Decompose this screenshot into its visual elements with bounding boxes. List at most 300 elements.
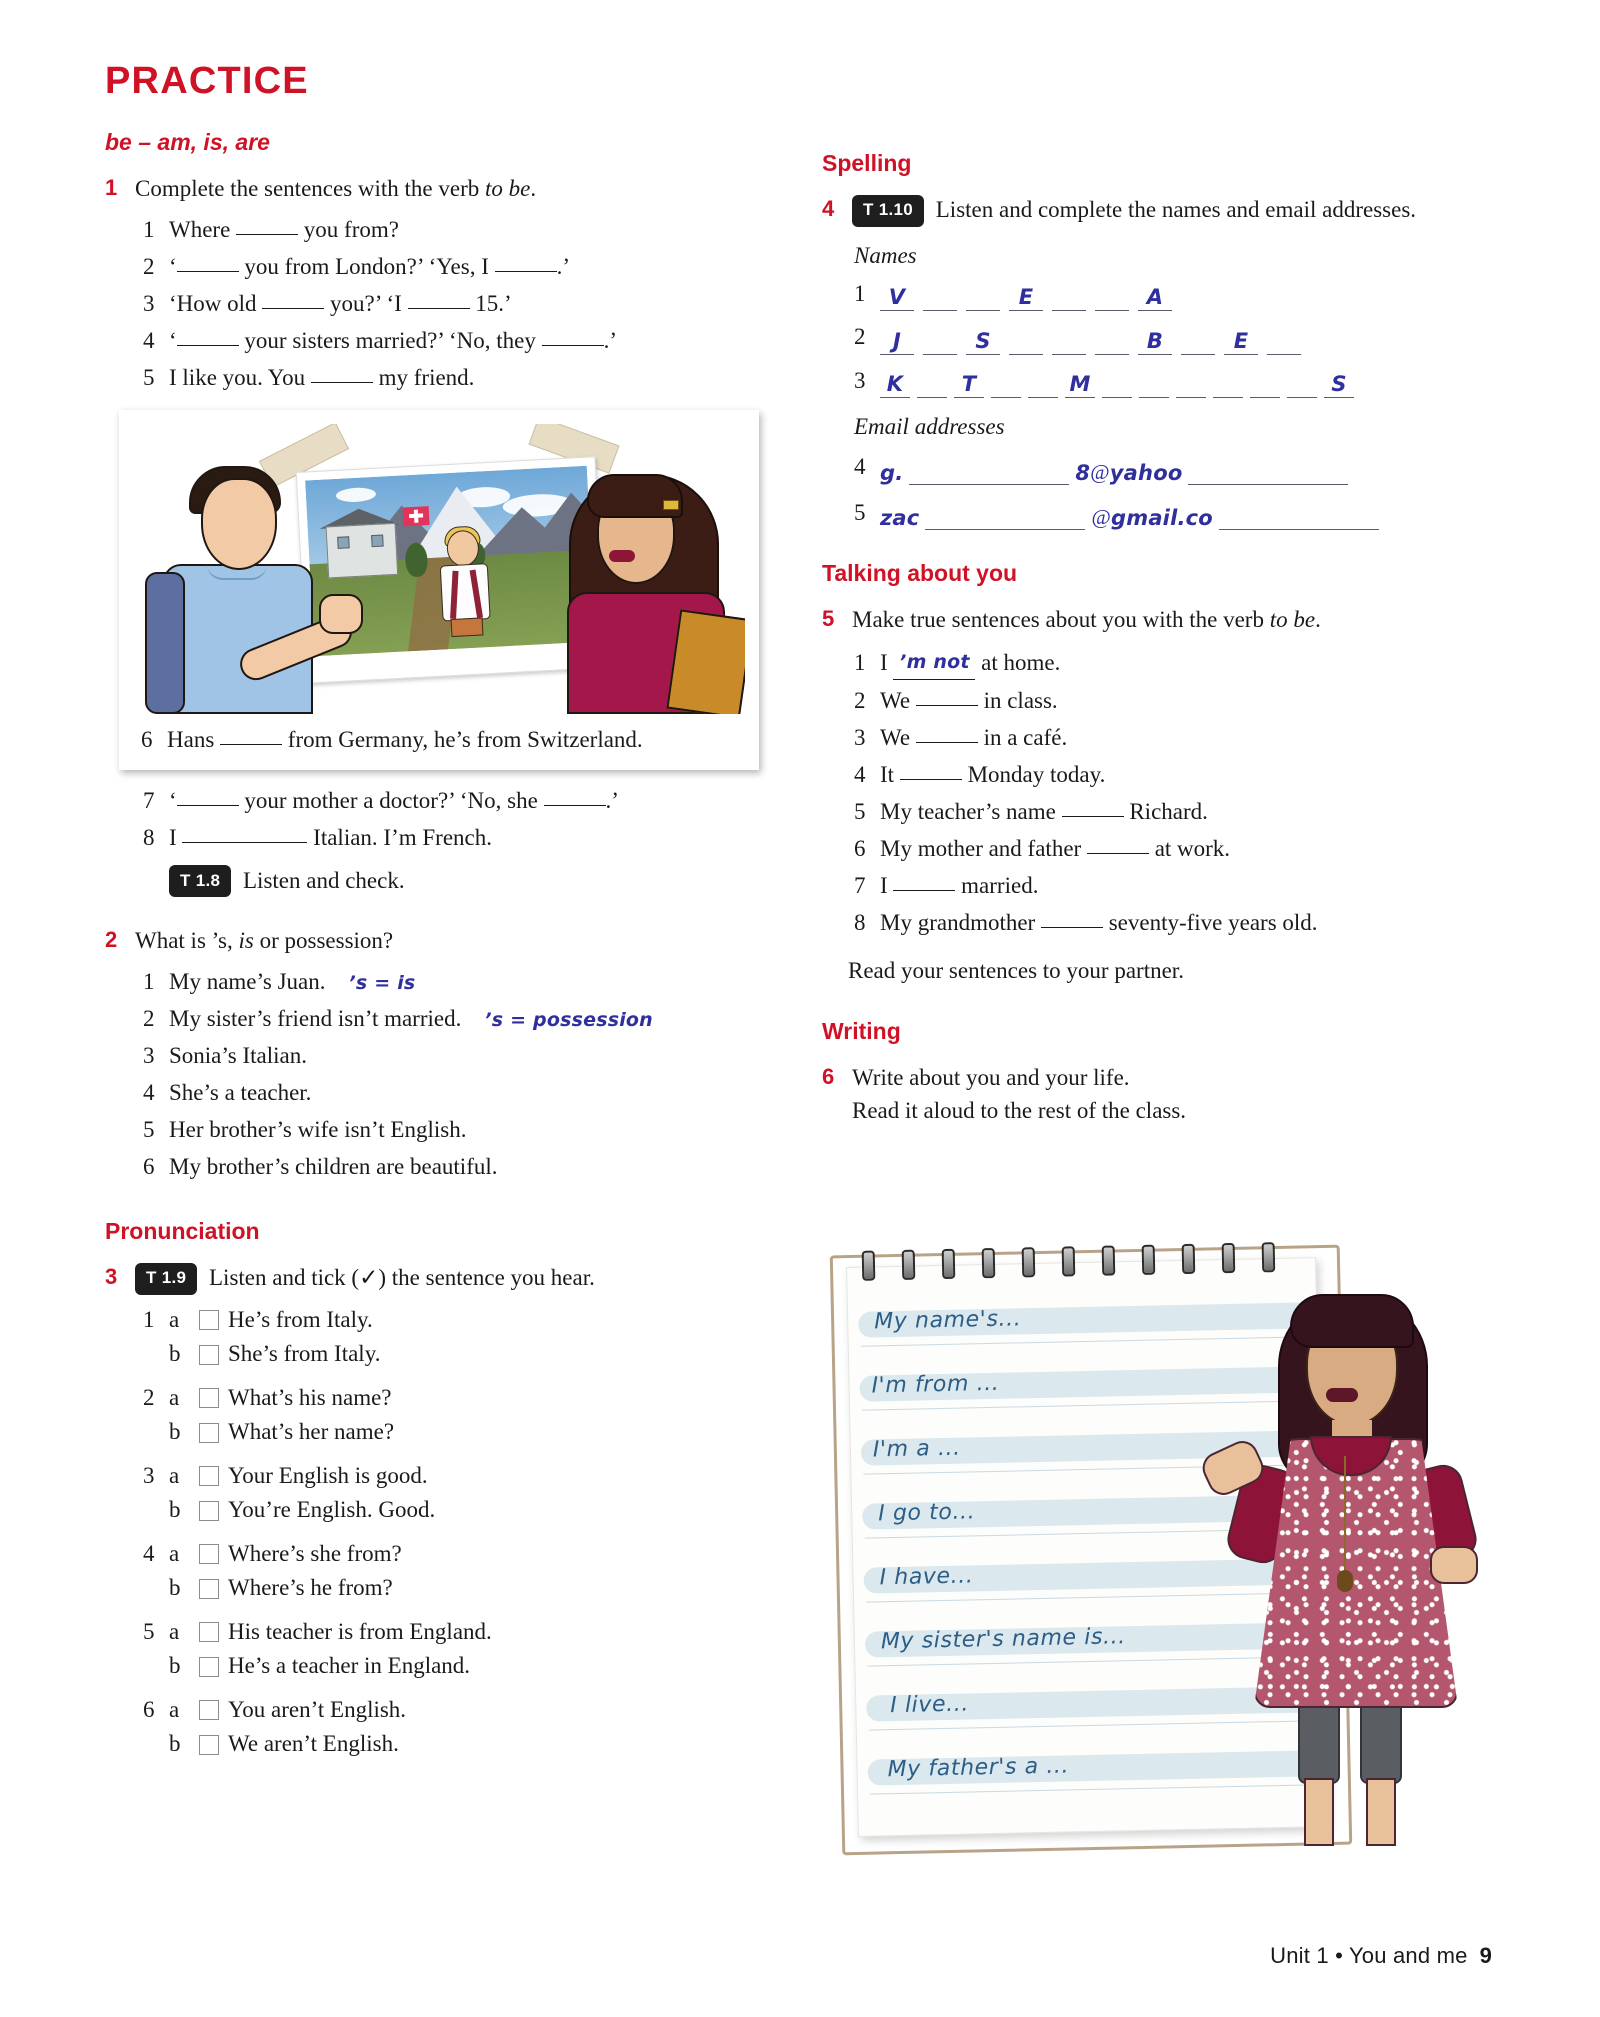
exercise-1-number: 1 (105, 175, 118, 200)
option-letter-b: b (169, 1419, 181, 1445)
list-item (854, 721, 1442, 755)
exercise-5-closing (848, 954, 1442, 988)
item-pre: We (880, 687, 911, 713)
email-blank[interactable] (1188, 459, 1348, 485)
list-item (143, 213, 725, 247)
item-text (169, 361, 725, 395)
notebook-prompt: My father's a ... (887, 1753, 1070, 1783)
item-number: 1 (854, 650, 866, 676)
handwritten-email-domain: yahoo (1109, 460, 1183, 485)
checkbox-option-a[interactable] (199, 1466, 219, 1486)
option-letter-a: a (169, 1462, 180, 1488)
handwritten-letter: E (1018, 285, 1034, 310)
notebook-prompt: I'm from ... (871, 1370, 1000, 1399)
exercise-5-rubric-italic: to be (1269, 607, 1316, 633)
answer-blank[interactable] (900, 779, 962, 780)
exercise-5 (822, 603, 1442, 988)
list-item (143, 361, 725, 395)
item-pre: ‘ (169, 254, 177, 280)
answer-blank[interactable] (916, 742, 978, 743)
answer-blank[interactable] (182, 842, 307, 843)
page-title: PRACTICE (105, 60, 309, 102)
boy-pointing-hand (319, 594, 363, 634)
item-number: 2 (143, 1006, 155, 1032)
page-footer (1270, 1943, 1492, 1969)
handwritten-answer: ’m not (899, 651, 970, 674)
list-item (143, 1150, 725, 1184)
notebook-prompt: I live... (890, 1691, 970, 1719)
group-number: 2 (143, 1384, 155, 1410)
item-post: Richard. (1129, 798, 1208, 824)
exercise-6-number: 6 (822, 1063, 835, 1089)
option-letter-a: a (169, 1618, 180, 1644)
spiral-ring (1182, 1244, 1196, 1274)
group-number: 6 (143, 1696, 155, 1722)
list-item (854, 644, 1442, 680)
choice-group (143, 1693, 725, 1762)
option-text-a: He’s from Italy. (228, 1306, 373, 1332)
handwritten-letter: E (1233, 328, 1249, 353)
spiral-ring (1102, 1245, 1116, 1275)
girl-lips (1326, 1388, 1358, 1402)
exercise-4-number: 4 (822, 196, 835, 221)
spelling-names-block (854, 243, 1442, 531)
exercise-2-items (143, 965, 725, 1184)
handwritten-email-digit: 8 (1075, 460, 1091, 485)
email-blank[interactable] (909, 459, 1069, 485)
item-text (880, 758, 1442, 792)
item-pre: ‘ (169, 328, 177, 354)
spiral-ring (982, 1248, 996, 1278)
notebook-prompt: I go to... (877, 1499, 976, 1527)
item-number: 3 (143, 1043, 155, 1069)
exercise-2 (105, 924, 725, 1185)
exercise-2-rubric-a: What is ’s, (135, 927, 239, 953)
exercise-2-rubric (135, 924, 725, 957)
exercise-5-rubric-a: Make true sentences about you with the verb (852, 607, 1270, 633)
item-number: 4 (854, 761, 866, 787)
row-number: 4 (854, 454, 866, 480)
answer-blank[interactable] (177, 345, 239, 346)
item-post2: .’ (603, 328, 618, 354)
email-blank[interactable] (925, 504, 1085, 530)
answer-blank[interactable] (544, 805, 606, 806)
notebook-prompt: I have... (879, 1563, 974, 1591)
item-text: Sonia’s Italian. (169, 1043, 307, 1069)
name-row-1 (854, 277, 1442, 312)
exercise-1-rubric (135, 172, 725, 205)
item-post: Italian. I’m French. (313, 824, 492, 850)
list-item (143, 1076, 725, 1110)
answer-blank[interactable] (236, 234, 298, 235)
choice-group (143, 1381, 725, 1450)
handwritten-letter: S (975, 328, 991, 353)
choice-group (143, 1615, 725, 1684)
handwritten-letter: A (1146, 285, 1164, 310)
item-post: you?’ ‘I (330, 291, 402, 317)
item-post: at work. (1154, 835, 1231, 861)
exercise-4-rubric (852, 193, 1442, 227)
option-letter-b: b (169, 1731, 181, 1757)
exercise-4-rubric-text: Listen and complete the names and email addresses. (935, 197, 1417, 222)
answer-blank[interactable] (916, 705, 978, 706)
option-letter-b: b (169, 1341, 181, 1367)
item-post: from Germany, he’s from Switzerland. (287, 726, 643, 752)
list-item (143, 821, 725, 855)
item-number: 1 (143, 217, 155, 243)
checkbox-option-a[interactable] (199, 1622, 219, 1642)
exercise-1-rubric-b: . (530, 176, 537, 201)
section-heading-talking-about-you: Talking about you (822, 560, 1018, 587)
answer-blank-filled[interactable] (893, 644, 975, 679)
item-number: 3 (143, 291, 155, 317)
item-number: 8 (143, 824, 155, 850)
option-letter-b: b (169, 1575, 181, 1601)
audio-track-badge[interactable]: T 1.9 (135, 1263, 197, 1295)
exercise-6-line2: Read it aloud to the rest of the class. (852, 1098, 1187, 1124)
exercise-3-rubric (135, 1261, 725, 1295)
item-pre: My teacher’s name (880, 798, 1056, 824)
option-text-a: His teacher is from England. (228, 1618, 492, 1644)
shorts (451, 617, 484, 637)
closing-text: Read your sentences to your partner. (848, 957, 1184, 983)
item-number: 2 (854, 687, 866, 713)
photo-caption-item-6 (133, 714, 745, 770)
item-text: She’s a teacher. (169, 1080, 312, 1106)
list-item (854, 795, 1442, 829)
backpack-strap (145, 572, 185, 714)
handwritten-letter: J (892, 328, 901, 353)
window (371, 534, 384, 547)
option-letter-a: a (169, 1540, 180, 1566)
exercise-6 (822, 1061, 1442, 1128)
handwritten-email-prefix: g. (880, 460, 904, 485)
item-number: 6 (141, 726, 153, 752)
answer-blank[interactable] (220, 744, 282, 745)
track-row (143, 864, 725, 898)
girl-shin-left (1304, 1778, 1334, 1846)
email-blank[interactable] (1219, 504, 1379, 530)
exercise-1-rubric-a: Complete the sentences with the verb (135, 176, 486, 201)
girl-fringe (1290, 1294, 1414, 1348)
option-text-a: Your English is good. (228, 1462, 428, 1488)
girl-presenting (1232, 1270, 1472, 1850)
spiral-ring (1142, 1245, 1156, 1275)
exercise-5-items (848, 644, 1442, 987)
item-post2: .’ (556, 254, 571, 280)
exercise-6-rubric (852, 1061, 1442, 1128)
row-number: 3 (854, 367, 866, 393)
checkbox-option-a[interactable] (199, 1544, 219, 1564)
answer-blank[interactable] (1062, 816, 1124, 817)
item-pre: We (880, 724, 911, 750)
item-number: 6 (854, 835, 866, 861)
handwritten-letter: S (1331, 372, 1347, 397)
girl-bag (666, 609, 745, 714)
item-post: your sisters married?’ ‘No, they (244, 328, 536, 354)
option-text-b: You’re English. Good. (228, 1497, 436, 1523)
item-number: 5 (143, 365, 155, 391)
list-item (143, 965, 725, 999)
checkbox-option-a[interactable] (199, 1388, 219, 1408)
item-text: Her brother’s wife isn’t English. (169, 1117, 467, 1143)
letter-slots (880, 328, 1301, 355)
girl-hand-right (1430, 1546, 1478, 1584)
swiss-flag-icon (403, 505, 430, 525)
item-text (880, 721, 1442, 755)
footer-unit-label: Unit 1 • You and me (1270, 1943, 1468, 1968)
audio-track-badge[interactable]: T 1.8 (169, 865, 231, 897)
exercise-2-rubric-b: or possession? (253, 927, 394, 953)
checkbox-option-b[interactable] (199, 1423, 219, 1443)
notebook-prompt: My sister's name is... (880, 1624, 1127, 1655)
answer-blank[interactable] (1041, 927, 1103, 928)
list-item (143, 784, 725, 818)
exercise-2-rubric-italic: is (238, 927, 254, 953)
audio-track-badge[interactable]: T 1.10 (852, 195, 924, 227)
email-row-5 (854, 496, 1442, 531)
checkbox-option-a[interactable] (199, 1700, 219, 1720)
item-text (169, 213, 725, 247)
answer-blank[interactable] (177, 271, 239, 272)
exercise-3-rubric-text: Listen and tick (✓) the sentence you hear. (209, 1265, 595, 1291)
exercise-1-items (143, 213, 725, 395)
notebook-prompt: My name's... (873, 1306, 1022, 1335)
illustration-two-teens-with-postcard (133, 424, 745, 714)
email-row-4 (854, 450, 1442, 485)
girl-pendant (1337, 1570, 1353, 1592)
answer-blank[interactable] (177, 805, 239, 806)
girl-fringe (587, 474, 683, 518)
item-text (169, 1002, 725, 1036)
row-number: 5 (854, 499, 866, 525)
list-item (143, 287, 725, 321)
exercise-5-rubric-b: . (1315, 607, 1321, 633)
letter-slots (880, 284, 1172, 311)
choice-group (143, 1537, 725, 1606)
option-text-b: Where’s he from? (228, 1575, 393, 1601)
item-text: My brother’s children are beautiful. (169, 1154, 498, 1180)
option-text-b: What’s her name? (228, 1419, 395, 1445)
option-letter-a: a (169, 1306, 180, 1332)
section-heading-pronunciation: Pronunciation (105, 1218, 260, 1245)
checkbox-option-b[interactable] (199, 1345, 219, 1365)
item-post2: 15.’ (475, 291, 512, 317)
option-letter-a: a (169, 1696, 180, 1722)
list-item (854, 906, 1442, 940)
item-post: in class. (983, 687, 1058, 713)
exercise-3 (105, 1261, 725, 1762)
handwritten-letter: M (1069, 372, 1091, 397)
section-heading-spelling: Spelling (822, 150, 912, 176)
girl-listening (551, 464, 741, 714)
item-pre: Where (169, 217, 231, 243)
item-text (167, 724, 643, 756)
girl-shin-right (1366, 1778, 1396, 1846)
item-post: seventy-five years old. (1108, 909, 1318, 935)
item-post: Monday today. (967, 761, 1106, 787)
item-pre: I (169, 824, 177, 850)
item-text (880, 906, 1442, 940)
item-post: you from? (303, 217, 399, 243)
item-pre: It (880, 761, 895, 787)
answer-blank[interactable] (542, 345, 604, 346)
item-pre: My grandmother (880, 909, 1036, 935)
exercise-5-number: 5 (822, 606, 835, 632)
handwritten-letter: K (886, 372, 904, 397)
item-text (880, 684, 1442, 718)
item-pre: ‘How old (169, 291, 257, 317)
item-text (169, 324, 725, 358)
footer-page-number: 9 (1479, 1943, 1492, 1968)
emails-label: Email addresses (854, 414, 1005, 440)
handwritten-email-domain: gmail.co (1111, 506, 1213, 531)
list-item (143, 1039, 725, 1073)
at-symbol: @ (1091, 505, 1111, 530)
exercise-3-groups (143, 1303, 725, 1762)
checkbox-option-b[interactable] (199, 1579, 219, 1599)
answer-blank[interactable] (262, 308, 324, 309)
track-instruction: Listen and check. (243, 867, 405, 893)
checkbox-option-b[interactable] (199, 1501, 219, 1521)
group-number: 5 (143, 1618, 155, 1644)
item-text (880, 795, 1442, 829)
spiral-ring (1022, 1247, 1036, 1277)
exercise-1 (105, 172, 725, 898)
group-number: 1 (143, 1306, 155, 1332)
boy-head (201, 478, 277, 570)
exercise-1-items-after (143, 784, 725, 898)
notebook-prompt: I'm a ... (872, 1435, 961, 1463)
option-letter-b: b (169, 1497, 181, 1523)
spiral-ring (862, 1251, 876, 1281)
option-text-b: We aren’t English. (228, 1731, 399, 1757)
checkbox-option-a[interactable] (199, 1310, 219, 1330)
item-text (169, 784, 725, 818)
row-number: 1 (854, 280, 866, 306)
item-text (880, 644, 1442, 680)
name-row-3 (854, 364, 1442, 399)
item-pre: I (880, 872, 888, 898)
list-item (143, 1113, 725, 1147)
exercise-3-number: 3 (105, 1264, 118, 1290)
list-item (143, 324, 725, 358)
item-post: your mother a doctor?’ ‘No, she (244, 787, 538, 813)
handwritten-letter: B (1146, 328, 1164, 353)
handwritten-answer: ’s = possession (484, 1009, 653, 1032)
hair-clip-icon (663, 500, 679, 510)
answer-blank[interactable] (311, 382, 373, 383)
section-heading-writing: Writing (822, 1017, 901, 1044)
option-text-b: She’s from Italy. (228, 1341, 381, 1367)
choice-group (143, 1459, 725, 1528)
item-number: 5 (854, 798, 866, 824)
item-number: 1 (143, 969, 155, 995)
exercise-4 (822, 193, 1442, 530)
answer-blank[interactable] (495, 271, 557, 272)
option-text-a: Where’s she from? (228, 1540, 402, 1566)
list-item (854, 869, 1442, 903)
exercise-2-number: 2 (105, 926, 118, 952)
row-number: 2 (854, 324, 866, 350)
item-sentence: My sister’s friend isn’t married. (169, 1006, 462, 1032)
item-post: you from London?’ ‘Yes, I (244, 254, 489, 280)
right-column (822, 150, 1442, 1153)
item-text (169, 821, 725, 855)
item-pre: My mother and father (880, 835, 1082, 861)
item-text (880, 832, 1442, 866)
option-text-a: What’s his name? (228, 1384, 392, 1410)
answer-blank[interactable] (893, 890, 955, 891)
choice-group (143, 1303, 725, 1372)
option-letter-a: a (169, 1384, 180, 1410)
item-pre: Hans (167, 726, 215, 752)
option-letter-b: b (169, 1653, 181, 1679)
spiral-ring (1222, 1243, 1236, 1273)
item-number: 7 (854, 872, 866, 898)
item-post: at home. (981, 650, 1061, 676)
item-text (169, 965, 725, 999)
item-text (169, 287, 725, 321)
checkbox-option-b[interactable] (199, 1735, 219, 1755)
spiral-ring (942, 1249, 956, 1279)
left-column (105, 60, 725, 1788)
answer-blank[interactable] (1087, 853, 1149, 854)
girl-lips (609, 550, 635, 562)
name-row-2 (854, 320, 1442, 355)
shirt (440, 563, 491, 621)
spiral-ring (902, 1250, 916, 1280)
names-label: Names (854, 242, 917, 268)
item-post: my friend. (378, 365, 475, 391)
group-number: 4 (143, 1540, 155, 1566)
answer-blank[interactable] (408, 308, 470, 309)
item-text (169, 250, 725, 284)
boy-pointing (141, 464, 356, 714)
list-item (143, 250, 725, 284)
item-sentence: My name’s Juan. (169, 969, 326, 995)
at-symbol: @ (1090, 459, 1110, 484)
handwritten-letter: T (961, 372, 977, 397)
list-item (854, 758, 1442, 792)
item-number: 2 (143, 254, 155, 280)
exercise-1-rubric-italic: to be (485, 176, 531, 201)
group-number: 3 (143, 1462, 155, 1488)
item-number: 6 (143, 1154, 155, 1180)
list-item (854, 684, 1442, 718)
option-text-b: He’s a teacher in England. (228, 1653, 471, 1679)
list-item (143, 1002, 725, 1036)
item-number: 5 (143, 1117, 155, 1143)
girl-necklace (1344, 1456, 1346, 1572)
checkbox-option-b[interactable] (199, 1657, 219, 1677)
list-item (854, 832, 1442, 866)
handwritten-email-prefix: zac (880, 506, 920, 531)
section-heading-grammar: be – am, is, are (105, 129, 270, 155)
item-pre: I like you. You (169, 365, 306, 391)
illustration-notebook-with-girl (822, 1240, 1522, 1880)
option-text-a: You aren’t English. (228, 1696, 407, 1722)
photo-card (119, 410, 759, 770)
item-text (880, 869, 1442, 903)
item-pre: ‘ (169, 787, 177, 813)
exercise-6-line1: Write about you and your life. (852, 1064, 1130, 1090)
item-number: 4 (143, 328, 155, 354)
item-number: 8 (854, 909, 866, 935)
item-pre: I (880, 650, 888, 676)
exercise-5-rubric (852, 603, 1442, 636)
handwritten-letter: V (888, 285, 906, 310)
